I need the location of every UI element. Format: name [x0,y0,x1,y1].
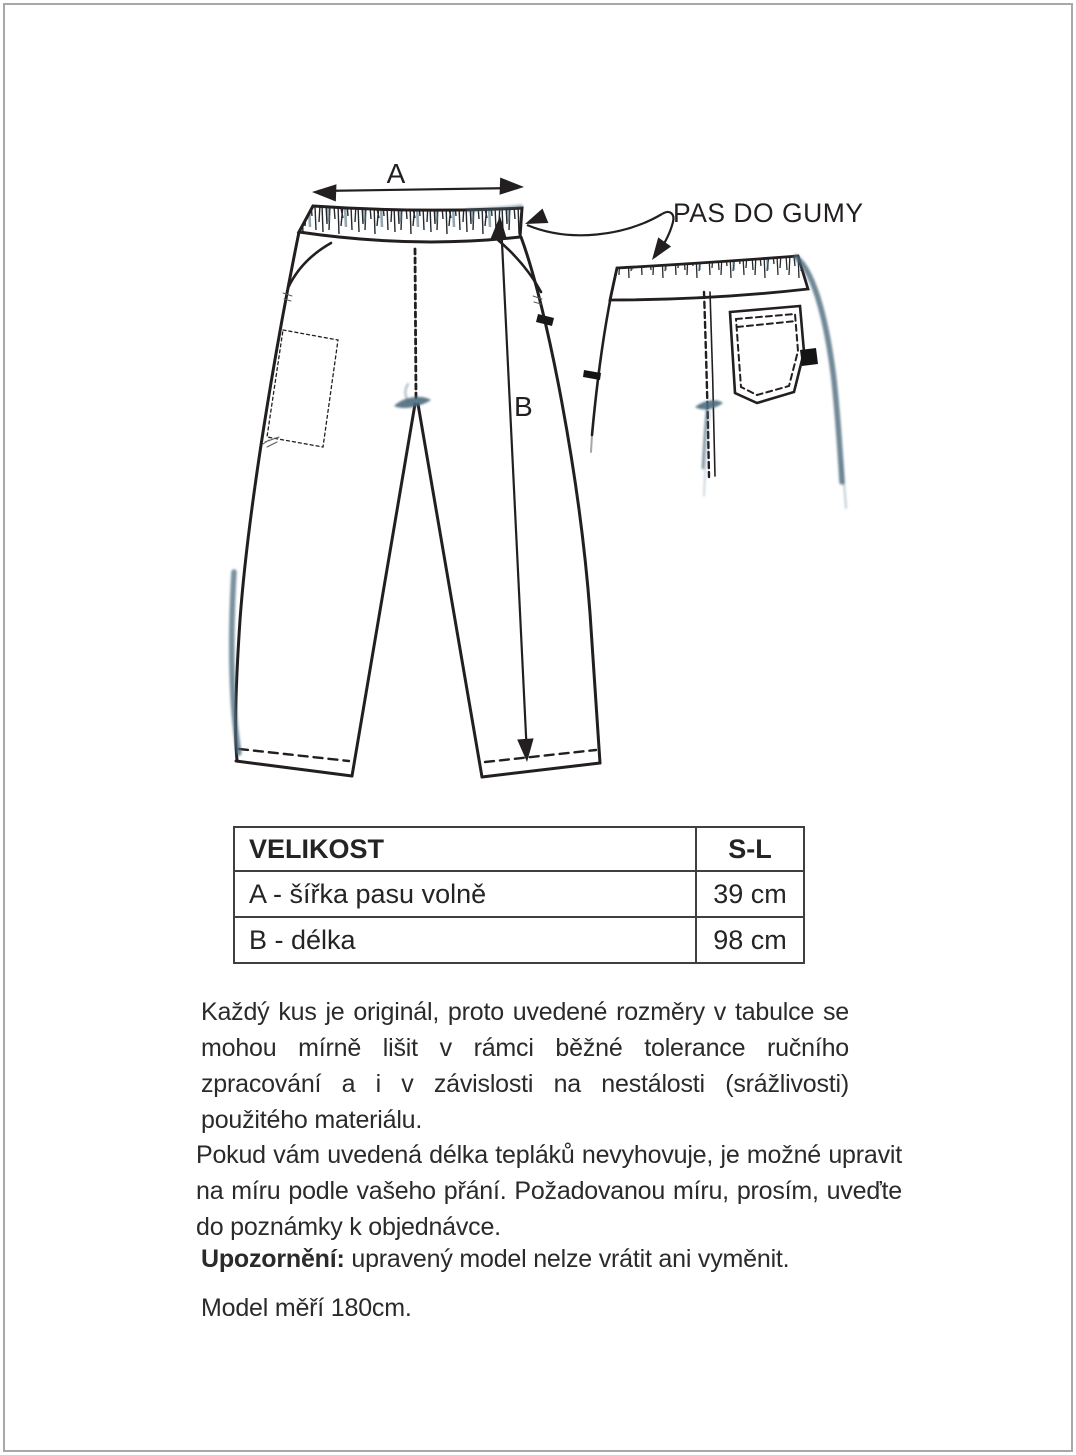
front-left-outseam [236,232,299,760]
waistband-label: PAS DO GUMY [673,198,864,228]
arrowhead-a-left [312,183,337,201]
measure-b-label: B [514,391,533,422]
table-row-label: B - délka [234,917,696,963]
front-right-outseam [521,237,600,763]
table-header-value: S-L [696,827,804,871]
pants-front-view [236,206,600,777]
table-row-value: 98 cm [696,917,804,963]
waistband-callout [522,198,863,265]
back-waistband [610,256,808,300]
front-right-inseam [418,404,482,777]
back-left-seam-fade [591,435,592,452]
table-row-value: 39 cm [696,871,804,917]
back-center-seam-solid [710,292,715,476]
front-drawcord [394,397,431,408]
front-left-hem-edge [236,761,352,776]
back-right-shade-fade [842,462,846,508]
measure-a-label: A [386,158,406,189]
table-row-label: A - šířka pasu volně [234,871,696,917]
warning-text: upravený model nelze vrátit ani vyměnit. [344,1245,790,1273]
note-custom-length: Pokud vám uvedená délka tepláků nevyhovuje, je možné upravit na míru podle vašeho přání. Požadovanou míru, prosím, uveďte do poznámky k objednávce. [196,1141,902,1241]
size-table [233,826,805,964]
table-header-row [234,827,804,871]
front-tiny-annotations [263,293,542,447]
warning-label: Upozornění: [201,1245,345,1273]
front-right-hem-edge [482,763,600,777]
back-pocket-tab [800,348,818,366]
note-warning [201,1241,961,1277]
back-drawcord [695,400,723,409]
front-right-hem-stitch [485,750,596,762]
front-side-notch [536,314,554,326]
front-left-inseam [352,404,415,776]
measure-arrow-a [312,158,525,201]
note-tolerance: Každý kus je originál, proto uvedené rozměry v tabulce se mohou mírně lišit v rámci běžné tolerance ručního zpracování a i v závislosti na nestálosti (srážlivosti) použitého materiálu. [201,998,849,1134]
measure-arrow-b [491,216,536,763]
front-fly-line [415,249,416,400]
pants-back-view [583,256,818,477]
table-row [234,917,804,963]
note-model-height: Model měří 180cm. [201,1294,412,1322]
arrowhead-a-right [500,178,525,196]
front-left-hem-stitch [239,749,349,761]
table-row [234,871,804,917]
front-waistband [299,206,522,242]
table-header-label: VELIKOST [234,827,696,871]
front-drawcord-tail [405,384,408,401]
arrowhead-back-waistband [646,237,672,264]
